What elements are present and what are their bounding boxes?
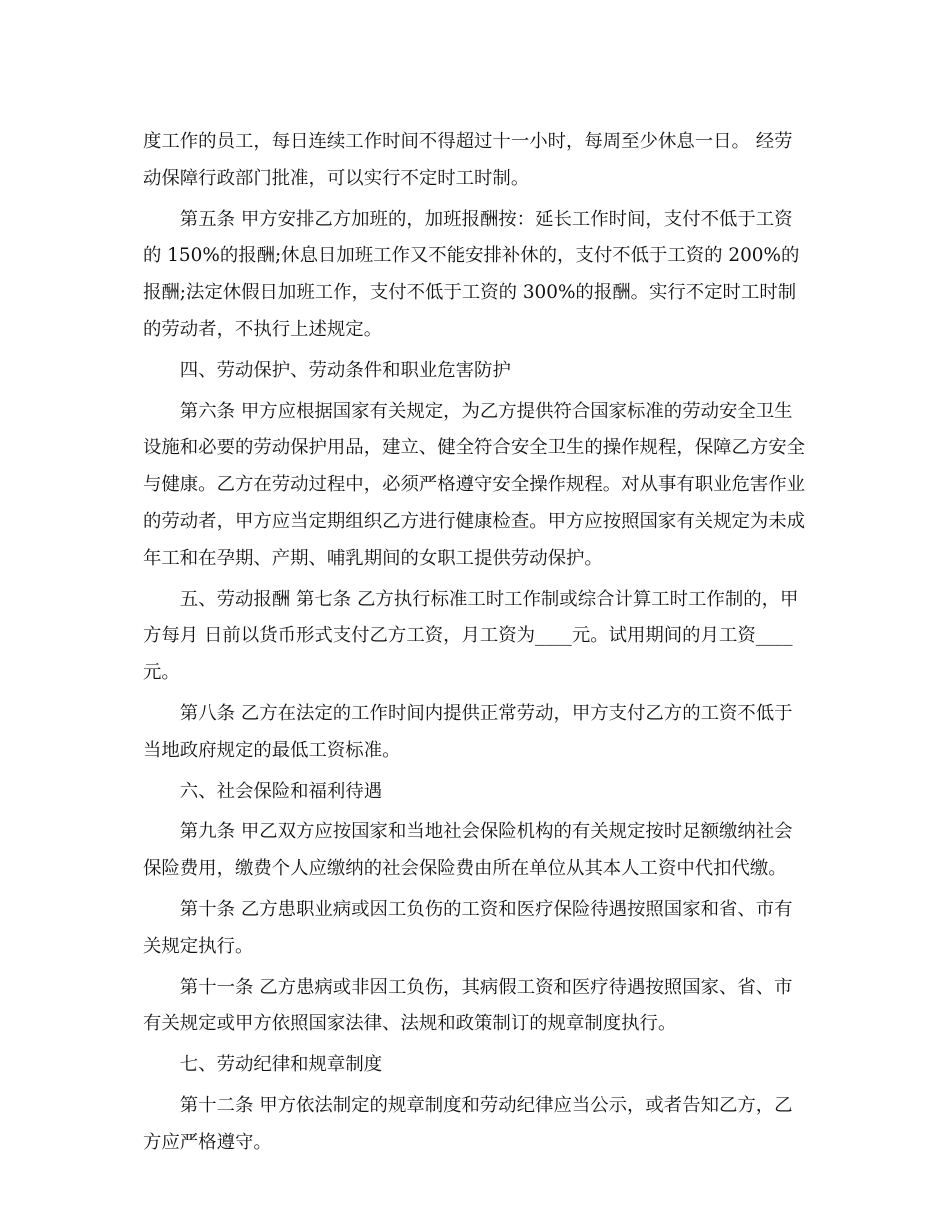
article-10-paragraph: 第十条 乙方患职业病或因工负伤的工资和医疗保险待遇按照国家和省、市有关规定执行。	[143, 898, 793, 957]
article-11-paragraph: 第十一条 乙方患病或非因工负伤，其病假工资和医疗待遇按照国家、省、市有关规定或甲方依照国家法律、法规和政策制订的规章制度执行。	[143, 976, 793, 1035]
section-6-heading: 六、社会保险和福利待遇	[179, 780, 383, 802]
article-6-paragraph: 第六条 甲方应根据国家有关规定，为乙方提供符合国家标准的劳动安全卫生设施和必要的劳动保护用品，建立、健全符合安全卫生的操作规程，保障乙方安全与健康。乙方在劳动过程中，必须严格遵守安全操作规程。对从事有职业危害作业的劳动者，甲方应当定期组织乙方进行健康检查。甲方应按照国家有关规定为未成年工和在孕期、产期、哺乳期间的女职工提供劳动保护。	[143, 400, 806, 569]
section-7-heading: 七、劳动纪律和规章制度	[179, 1054, 383, 1076]
article-12-paragraph: 第十二条 甲方依法制定的规章制度和劳动纪律应当公示，或者告知乙方，乙方应严格遵守。	[143, 1094, 793, 1153]
section-5-article-7-paragraph: 五、劳动报酬 第七条 乙方执行标准工时工作制或综合计算工时工作制的，甲方每月 日前以货币形式支付乙方工资，月工资为____元。试用期间的月工资____元。	[143, 588, 799, 684]
paragraph-continuation: 度工作的员工，每日连续工作时间不得超过十一小时，每周至少休息一日。 经劳动保障行政部门批准，可以实行不定时工时制。	[143, 131, 793, 189]
section-4-heading: 四、劳动保护、劳动条件和职业危害防护	[179, 359, 511, 381]
article-5-paragraph: 第五条 甲方安排乙方加班的，加班报酬按：延长工作时间，支付不低于工资的 150%的报酬;休息日加班工作又不能安排补休的，支付不低于工资的 200%的报酬;法定休假日加班工作，支付不低于工资的 300%的报酬。实行不定时工时制的劳动者，不执行上述规定。	[143, 208, 800, 340]
article-8-paragraph: 第八条 乙方在法定的工作时间内提供正常劳动，甲方支付乙方的工资不低于当地政府规定的最低工资标准。	[143, 702, 793, 761]
document-body	[143, 124, 807, 1166]
article-9-paragraph: 第九条 甲乙双方应按国家和当地社会保险机构的有关规定按时足额缴纳社会保险费用，缴费个人应缴纳的社会保险费由所在单位从其本人工资中代扣代缴。	[143, 821, 793, 880]
